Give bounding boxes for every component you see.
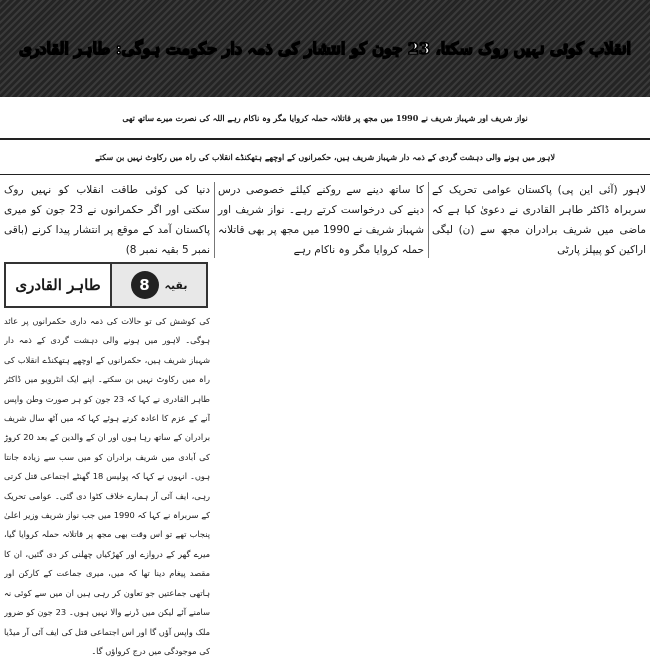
continuation-body <box>4 312 210 668</box>
column-right <box>432 180 646 260</box>
column-separator <box>428 182 429 258</box>
continued-label: بقیہ <box>164 278 188 292</box>
subheadline: نواز شریف اور شہباز شریف نے 1990 میں مجھ پر قاتلانہ حملہ کروایا مگر وہ ناکام رہے اللہ کی نصرت میرے ساتھ تھی <box>122 113 528 123</box>
column-middle-text: کا ساتھ دینے سے روکنے کیلئے خصوصی درس دینے کی درخواست کرتے رہے۔ نواز شریف اور شہباز شریف نے 1990 میں مجھ پر بھی قاتلانہ حملہ کروایا مگر وہ ناکام رہے <box>218 184 424 256</box>
continued-box <box>4 262 208 308</box>
column-left-text: دنیا کی کوئی طاقت انقلاب کو نہیں روک سکتی اور اگر حکمرانوں نے 23 جون کو میری پاکستان آمد کے موقع پر انتشار پیدا کرنے (باقی نمبر 5 بقیہ نمبر 8) <box>4 184 210 256</box>
continued-name: طاہر القادری <box>15 276 101 294</box>
column-right-text: لاہور (آئی این پی) پاکستان عوامی تحریک کے سربراہ ڈاکٹر طاہر القادری نے دعویٰ کیا ہے کہ ماضی میں شریف برادران مجھ سے (ن) لیگی اراکین کو پیپلز پارٹی <box>432 184 646 256</box>
headline-banner <box>0 0 650 97</box>
continued-number: 8 <box>131 271 159 299</box>
column-separator <box>214 182 215 258</box>
column-middle <box>218 180 424 260</box>
strapline: لاہور میں ہونے والی دہشت گردی کے ذمہ دار شہباز شریف ہیں، حکمرانوں کے اوچھے ہتھکنڈے انقلاب کی راہ میں رکاوٹ نہیں بن سکتے <box>94 152 556 162</box>
continued-badge <box>110 264 206 306</box>
headline: انقلاب کوئی نہیں روک سکتا، 23 جون کو انتشار کی ذمہ دار حکومت ہوگی: طاہر القادری <box>19 39 631 58</box>
column-left <box>4 180 210 260</box>
divider <box>0 138 650 140</box>
divider <box>0 174 650 175</box>
continuation-text: کی کوشش کی تو حالات کی ذمہ داری حکمرانوں پر عائد ہوگی۔ لاہور میں ہونے والی دہشت گردی کے ذمہ دار شہباز شریف ہیں، حکمرانوں کے اوچھے ہتھکنڈے انقلاب کی راہ میں رکاوٹ نہیں بن سکتے۔ اپنے ایک انٹرویو میں ڈاکٹر طاہر القادری نے کہا کہ 23 جون کو ہر صورت وطن واپس آنے کے عزم کا اعادہ کرتے ہوئے کہا کہ میں آٹھ سال شریف برادران کے ساتھ رہا ہوں اور ان کے والدین کے بعد 20 کروڑ کی آبادی میں شریف برادران کو میں سب سے زیادہ جانتا ہوں۔ انہوں نے کہا کہ پولیس 18 گھنٹے اجتماعی قتل کرتی رہی، ایف آئی آر ہمارے خلاف کٹوا دی گئی۔ عوامی تحریک کے سربراہ نے کہا کہ 1990 میں جب نواز شریف وزیر اعلیٰ پنجاب تھے تو اس وقت بھی مجھ پر قاتلانہ حملہ کروایا گیا، میرے گھر کے دروازے اور کھڑکیاں چھلنی کر دی گئیں، ان کا مقصد پیغام دینا تھا کہ میں، میری جماعت کے کارکن اور ہاتھی جماعتیں جو تعاون کر رہی ہیں ان میں سے کوئی نہ سامنے آئے لیکن میں ڈرنے والا نہیں ہوں۔ 23 جون کو ضرور ملک واپس آؤں گا اور اس اجتماعی قتل کی ایف آئی آر میڈیا کی موجودگی میں درج کرواؤں گا۔ <box>4 316 210 656</box>
